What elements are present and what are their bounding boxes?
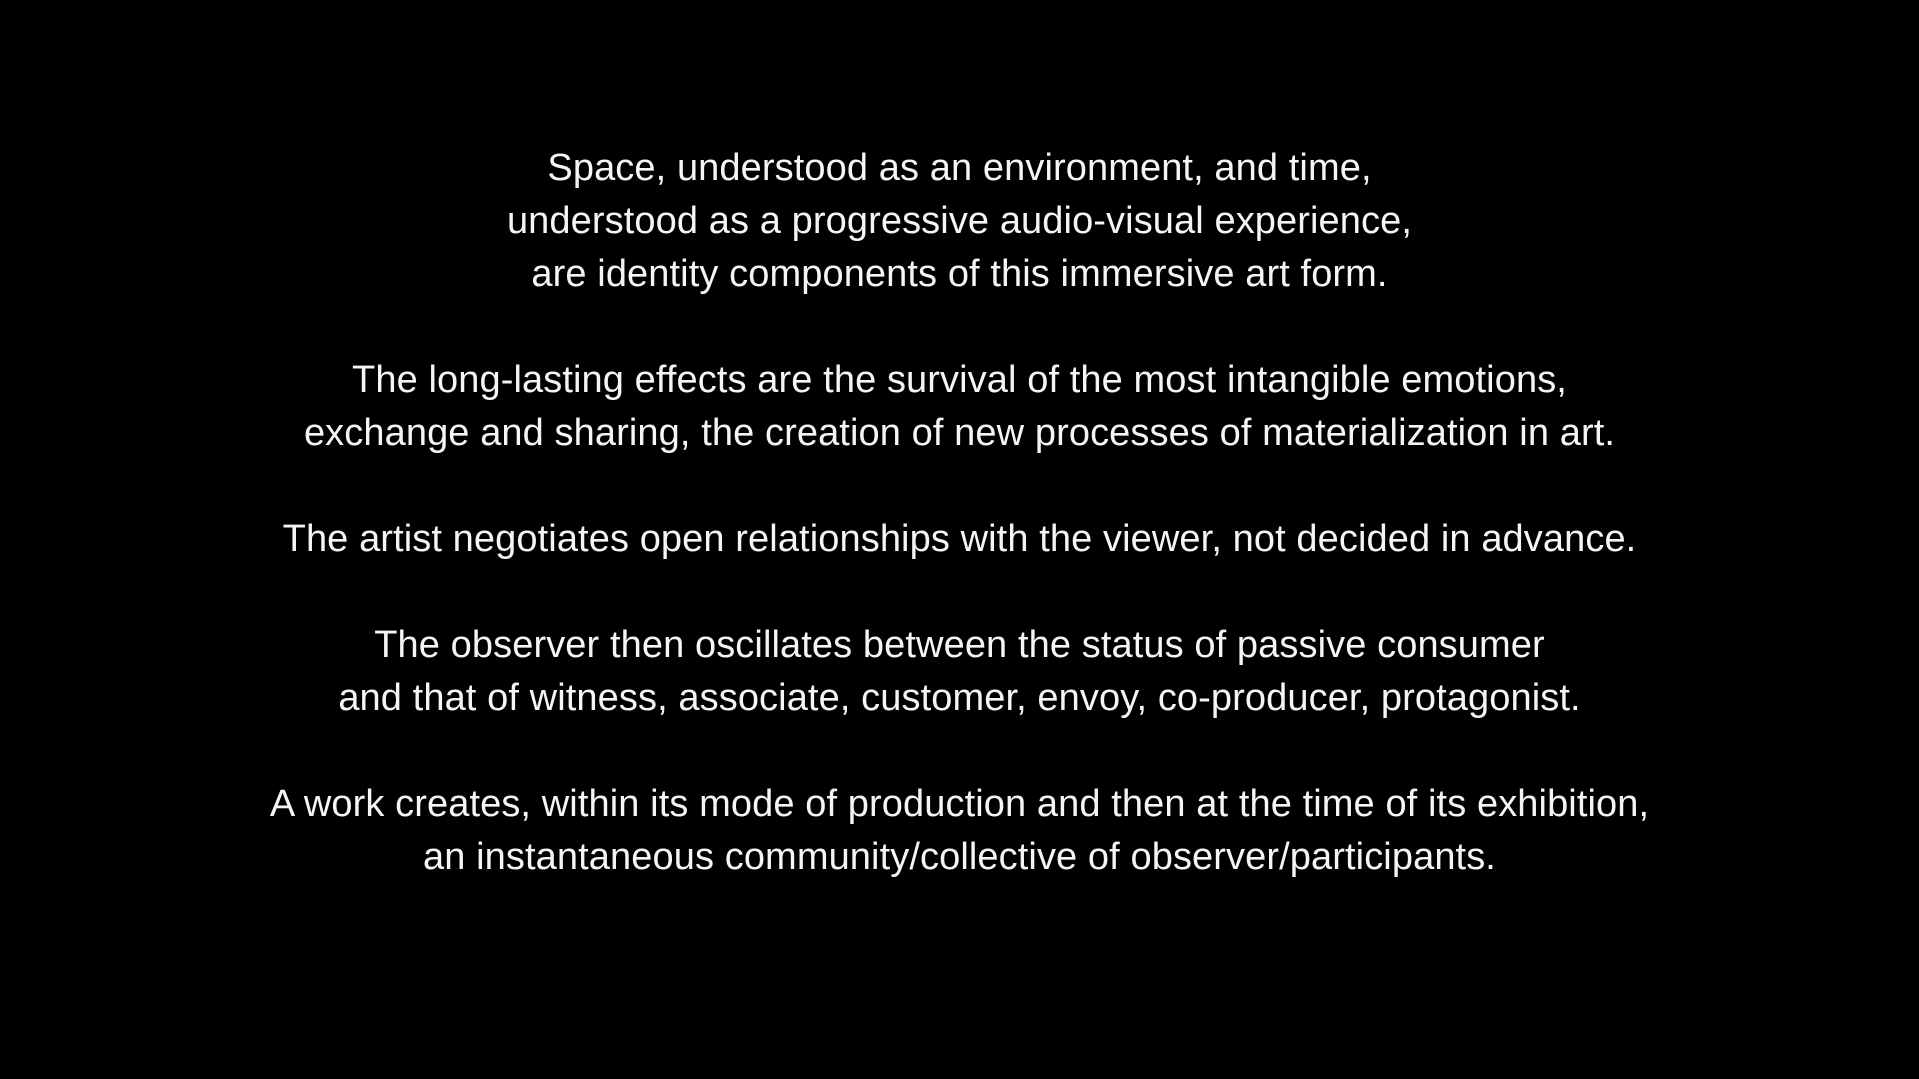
text-line: exchange and sharing, the creation of new processes of materialization in art. bbox=[303, 412, 1616, 454]
text-line: an instantaneous community/collective of observer/participants. bbox=[423, 836, 1496, 878]
text-line: The long-lasting effects are the survival of the most intangible emotions, bbox=[352, 359, 1567, 401]
paragraph-5 bbox=[0, 778, 1919, 884]
text-line: Space, understood as an environment, and time, bbox=[547, 147, 1372, 189]
text-line: and that of witness, associate, customer, envoy, co-producer, protagonist. bbox=[338, 677, 1581, 719]
text-line: A work creates, within its mode of production and then at the time of its exhibition, bbox=[269, 783, 1650, 825]
paragraph-1 bbox=[0, 142, 1919, 301]
paragraph-3 bbox=[0, 513, 1919, 566]
text-line: The observer then oscillates between the status of passive consumer bbox=[374, 624, 1545, 666]
text-line: understood as a progressive audio-visual experience, bbox=[506, 200, 1413, 242]
paragraph-4 bbox=[0, 619, 1919, 725]
slide-text-block bbox=[0, 142, 1919, 884]
paragraph-2 bbox=[0, 354, 1919, 460]
text-line: The artist negotiates open relationships with the viewer, not decided in advance. bbox=[282, 518, 1637, 560]
text-line: are identity components of this immersive art form. bbox=[531, 253, 1388, 295]
